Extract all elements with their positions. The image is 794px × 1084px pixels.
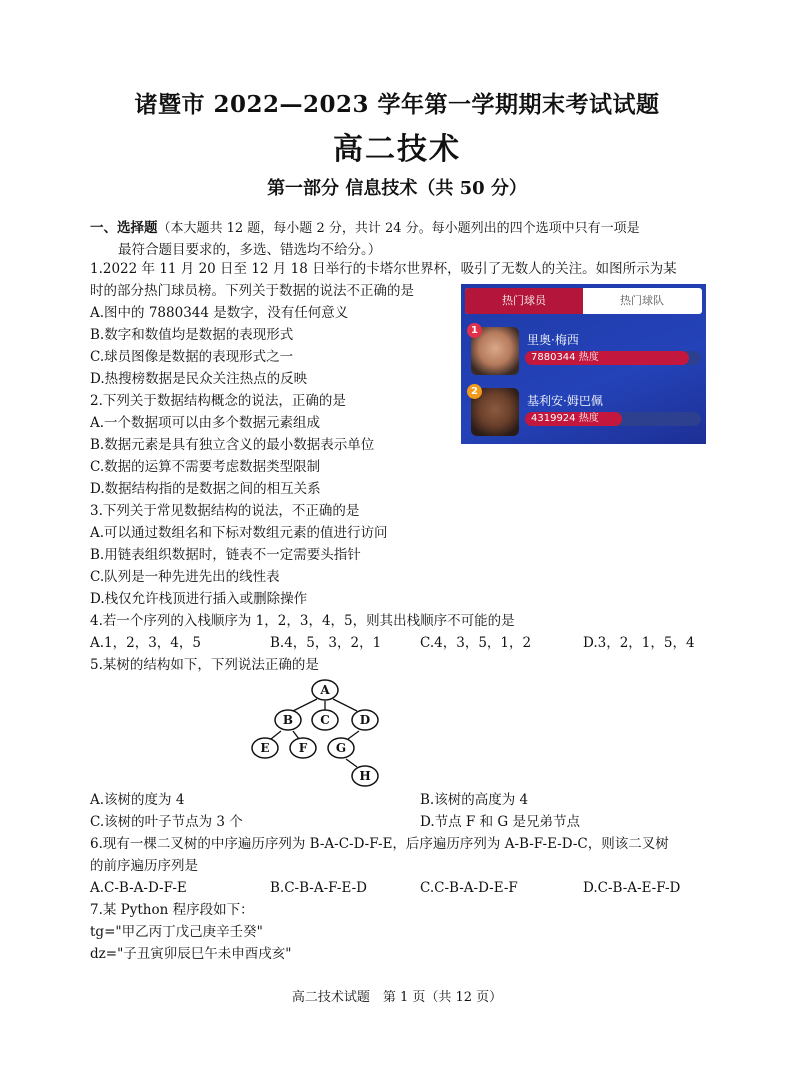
q4-option-d: D.3，2，1，5，4 bbox=[583, 635, 695, 651]
node-g-label: G bbox=[335, 741, 347, 755]
edge-a-d bbox=[333, 699, 357, 711]
q5-option-d: D.节点 F 和 G 是兄弟节点 bbox=[420, 814, 580, 830]
tab-hot-players: 热门球员 bbox=[465, 288, 583, 314]
q7-stem: 7.某 Python 程序段如下： bbox=[90, 902, 254, 918]
node-c-label: C bbox=[320, 713, 330, 727]
player-name: 基利安·姆巴佩 bbox=[527, 394, 603, 408]
section-note-line2: 最符合题目要求的，多选、错选均不给分。） bbox=[118, 242, 382, 258]
edge-a-b bbox=[293, 699, 317, 711]
q1-stem-line2: 时的部分热门球员榜。下列关于数据的说法不正确的是 bbox=[90, 283, 414, 299]
tab-hot-teams: 热门球队 bbox=[620, 294, 664, 307]
node-h-label: H bbox=[359, 769, 371, 783]
section-heading bbox=[90, 216, 640, 236]
q5-option-c: C.该树的叶子节点为 3 个 bbox=[90, 814, 243, 830]
q3-option-b: B.用链表组织数据时，链表不一定需要头指针 bbox=[90, 547, 361, 563]
heat-bar bbox=[525, 412, 701, 426]
q5-option-a: A.该树的度为 4 bbox=[90, 792, 185, 808]
node-b-label: B bbox=[282, 713, 294, 727]
q1-option-b: B.数字和数值均是数据的表现形式 bbox=[90, 327, 294, 343]
node-d-label: D bbox=[359, 713, 371, 727]
q3-option-d: D.栈仅允许栈顶进行插入或删除操作 bbox=[90, 591, 308, 607]
q5-stem: 5.某树的结构如下，下列说法正确的是 bbox=[90, 657, 319, 673]
heat-value: 7880344 热度 bbox=[531, 352, 599, 363]
page-footer: 高二技术试题 第 1 页（共 12 页） bbox=[291, 990, 503, 1005]
section-note-line1: （本大题共 12 题，每小题 2 分，共计 24 分。每小题列出的四个选项中只有一项是 bbox=[157, 221, 640, 236]
edge-g-h bbox=[346, 759, 357, 767]
q4-option-c: C.4，3，5，1，2 bbox=[420, 635, 532, 651]
q1-stem-line1: 1.2022 年 11 月 20 日至 12 月 18 日举行的卡塔尔世界杯，吸引了无数人的关注。如图所示为某 bbox=[90, 261, 677, 277]
rank-badge: 2 bbox=[467, 384, 482, 399]
q2-option-d: D.数据结构指的是数据之间的相互关系 bbox=[90, 481, 321, 497]
q4-stem: 4.若一个序列的入栈顺序为 1，2，3，4，5，则其出栈顺序不可能的是 bbox=[90, 613, 515, 629]
subject-title: 高二技术 bbox=[333, 132, 461, 167]
q3-option-c: C.队列是一种先进先出的线性表 bbox=[90, 569, 280, 585]
part-title: 第一部分 信息技术（共 50 分） bbox=[267, 178, 527, 199]
q3-stem: 3.下列关于常见数据结构的说法，不正确的是 bbox=[90, 503, 360, 519]
q7-code-line1: tg="甲乙丙丁戊己庚辛壬癸" bbox=[90, 924, 263, 940]
q7-code-line2: dz="子丑寅卯辰巳午未申酉戌亥" bbox=[90, 946, 292, 962]
q6-stem-line1: 6.现有一棵二叉树的中序遍历序列为 B-A-C-D-F-E，后序遍历序列为 A-B-F-E-D-C，则该二叉树 bbox=[90, 836, 669, 852]
q4-option-a: A.1，2，3，4，5 bbox=[90, 635, 201, 651]
q1-option-d: D.热搜榜数据是民众关注热点的反映 bbox=[90, 371, 308, 387]
section-heading-label: 一、选择题 bbox=[90, 220, 158, 236]
q6-stem-line2: 的前序遍历序列是 bbox=[90, 858, 198, 874]
q3-option-a: A.可以通过数组名和下标对数组元素的值进行访问 bbox=[90, 525, 388, 541]
node-e-label: E bbox=[260, 741, 270, 755]
node-f-label: F bbox=[298, 741, 308, 755]
q4-option-b: B.4，5，3，2，1 bbox=[270, 635, 382, 651]
hot-player-list-image bbox=[461, 284, 706, 444]
rank-badge: 1 bbox=[467, 323, 482, 338]
edge-b-e bbox=[271, 731, 281, 739]
player-row-2 bbox=[467, 388, 702, 436]
q6-option-b: B.C-B-A-F-E-D bbox=[270, 880, 367, 896]
heat-bar bbox=[525, 351, 701, 365]
q2-option-c: C.数据的运算不需要考虑数据类型限制 bbox=[90, 459, 321, 475]
tree-diagram bbox=[245, 675, 395, 790]
q5-option-b: B.该树的高度为 4 bbox=[420, 792, 529, 808]
node-a-label: A bbox=[320, 683, 330, 697]
player-name: 里奥·梅西 bbox=[527, 333, 579, 347]
edge-d-g bbox=[348, 731, 359, 739]
q1-option-c: C.球员图像是数据的表现形式之一 bbox=[90, 349, 294, 365]
q2-option-a: A.一个数据项可以由多个数据元素组成 bbox=[90, 415, 321, 431]
exam-title: 诸暨市 2022—2023 学年第一学期期末考试试题 bbox=[134, 91, 660, 118]
q6-option-c: C.C-B-A-D-E-F bbox=[420, 880, 518, 896]
hot-list-tabs bbox=[465, 288, 702, 314]
edge-b-f bbox=[293, 731, 299, 739]
q2-option-b: B.数据元素是具有独立含义的最小数据表示单位 bbox=[90, 437, 375, 453]
q1-option-a: A.图中的 7880344 是数字，没有任何意义 bbox=[90, 305, 349, 321]
q6-option-a: A.C-B-A-D-F-E bbox=[90, 880, 187, 896]
q2-stem: 2.下列关于数据结构概念的说法，正确的是 bbox=[90, 393, 346, 409]
player-row-1 bbox=[467, 327, 702, 375]
heat-value: 4319924 热度 bbox=[531, 413, 599, 424]
q6-option-d: D.C-B-A-E-F-D bbox=[583, 880, 681, 896]
